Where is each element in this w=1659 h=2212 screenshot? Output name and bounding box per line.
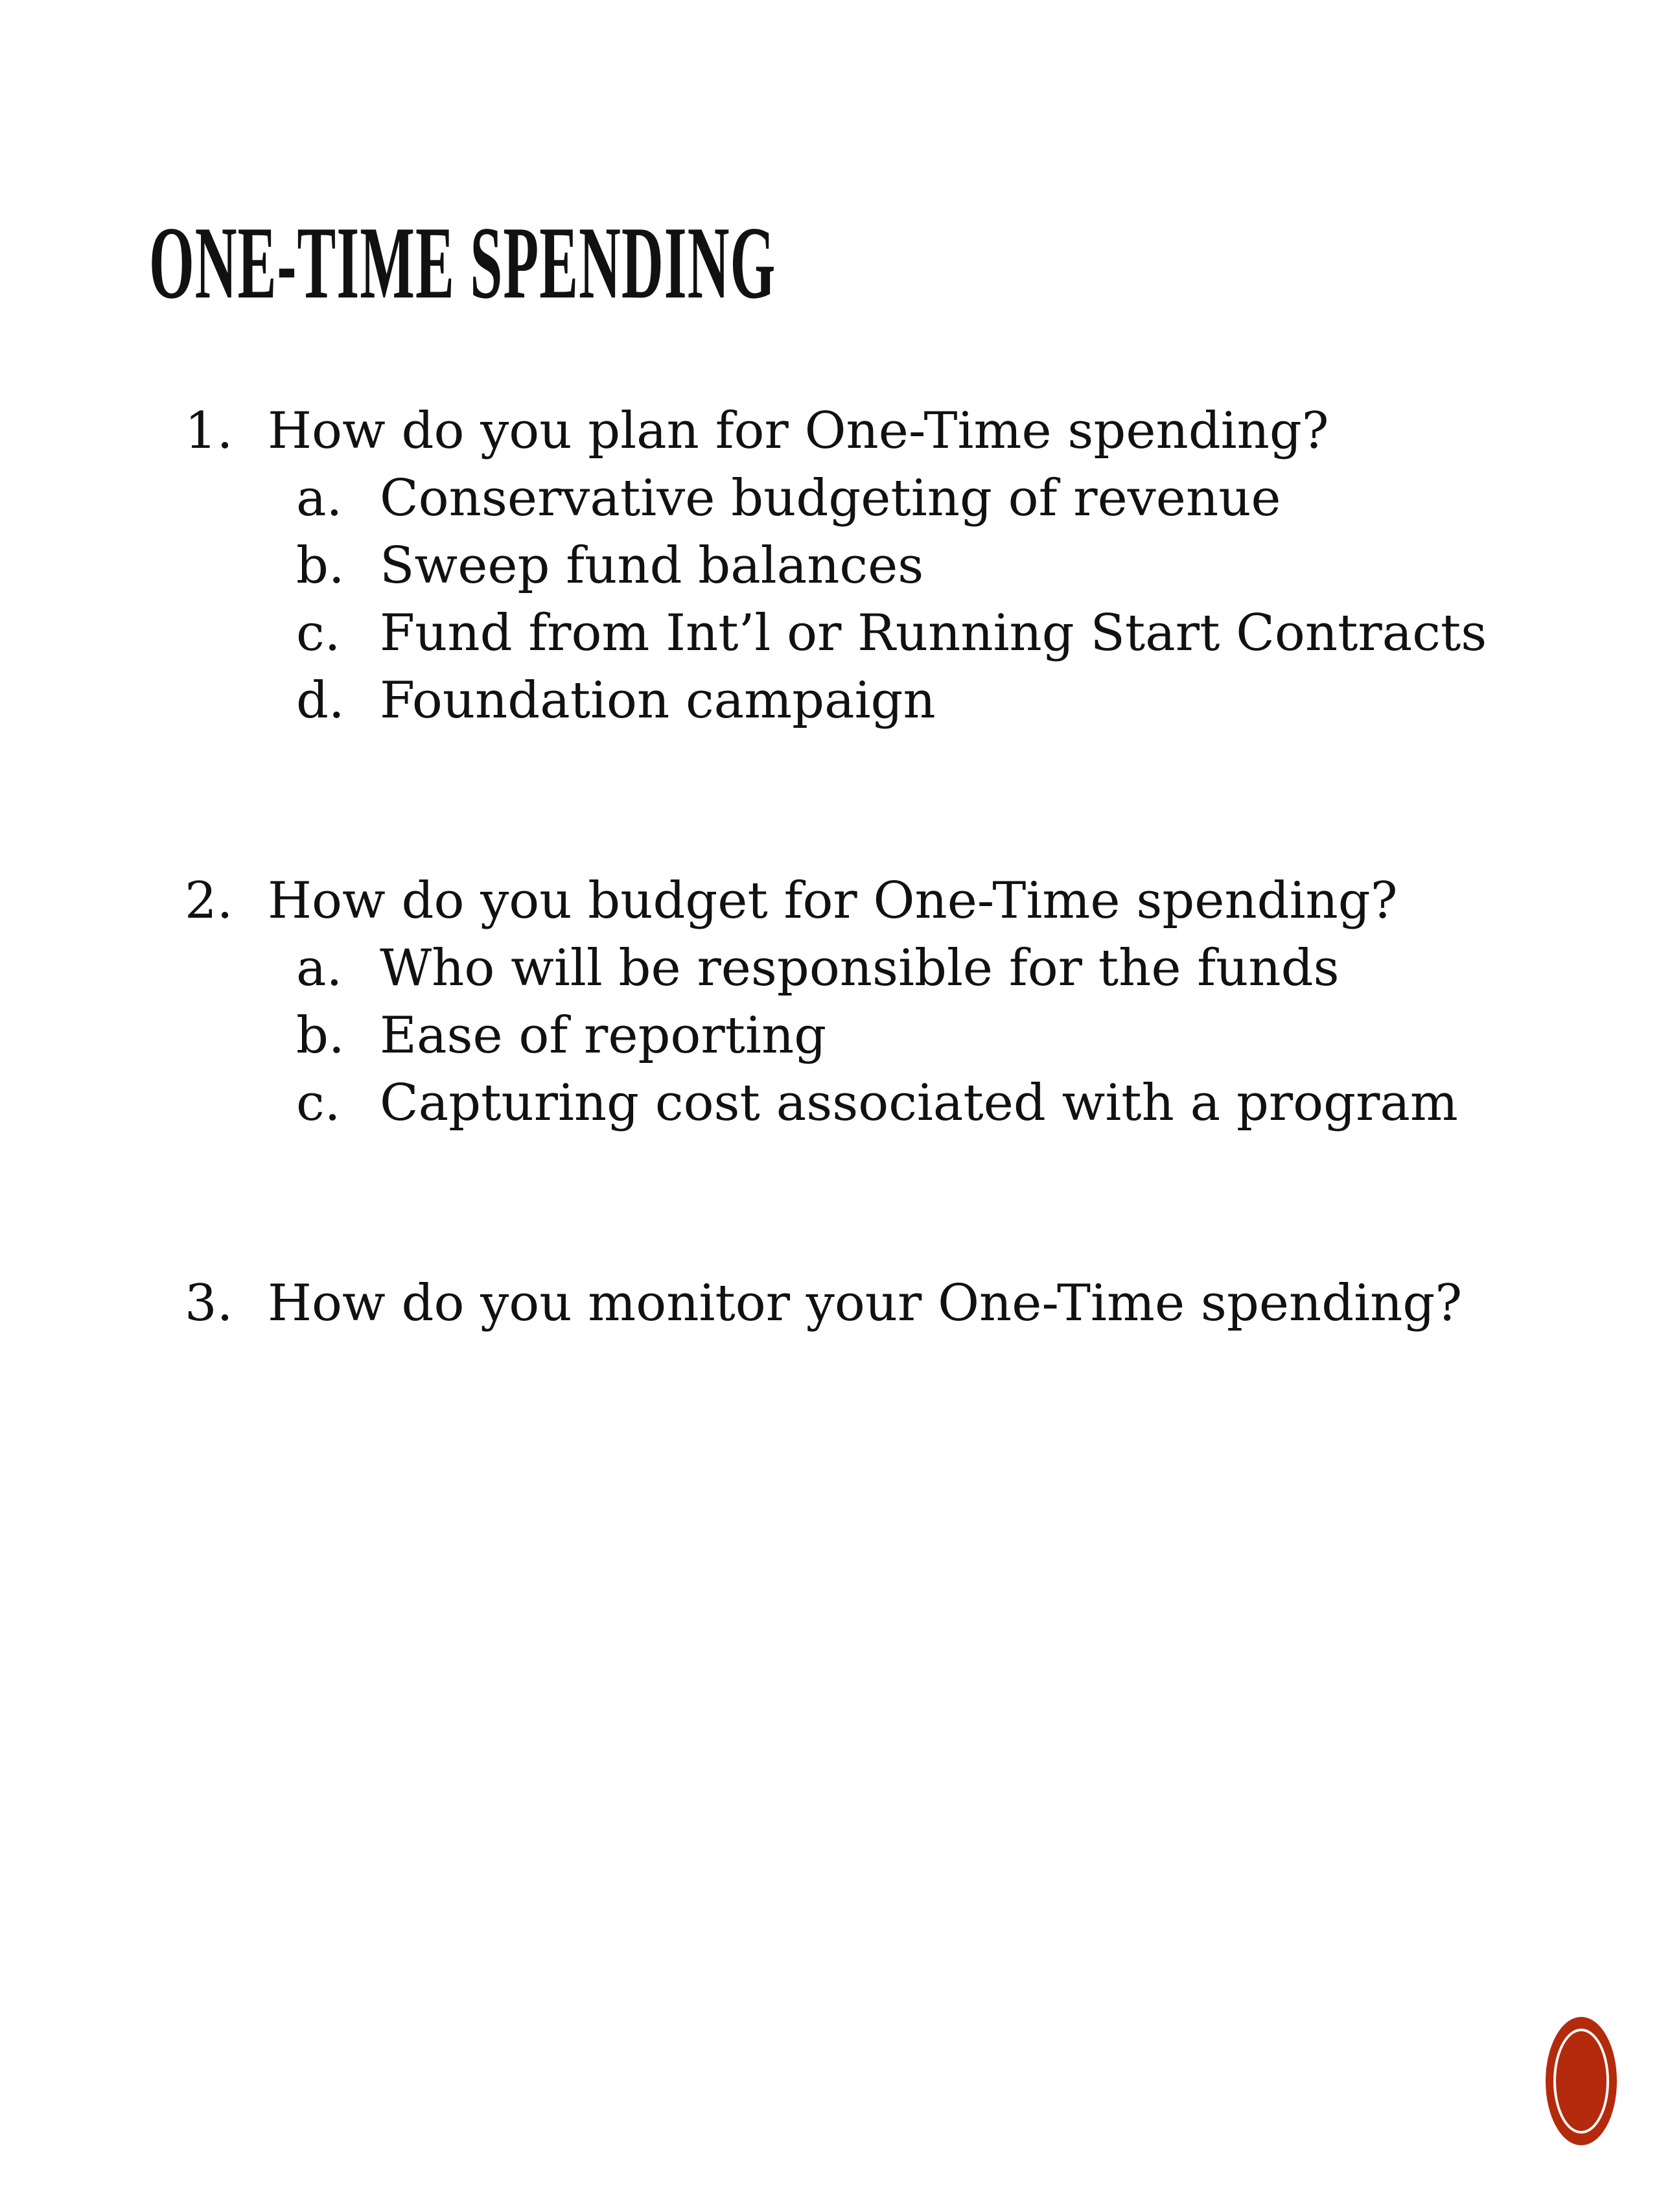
- slide-title: ONE-TIME SPENDING: [149, 205, 776, 320]
- sub-item-text: Conservative budgeting of revenue: [380, 469, 1281, 528]
- sub-item-text: Ease of reporting: [380, 1007, 827, 1065]
- sub-item-text: Who will be responsible for the funds: [380, 939, 1340, 997]
- sub-item-letter: a.: [296, 469, 343, 528]
- red-oval-badge-icon: [1546, 2017, 1617, 2145]
- sub-item-letter: c.: [296, 1074, 341, 1132]
- sub-item-letter: b.: [296, 1007, 345, 1065]
- question-number: 3.: [185, 1274, 233, 1333]
- question-text: How do you monitor your One-Time spending?: [268, 1274, 1463, 1333]
- sub-item-text: Fund from Int’l or Running Start Contracts: [380, 604, 1487, 662]
- question-text: How do you plan for One-Time spending?: [268, 402, 1329, 460]
- question-number: 1.: [185, 402, 233, 460]
- sub-item-text: Sweep fund balances: [380, 537, 924, 595]
- sub-item-text: Capturing cost associated with a program: [380, 1074, 1458, 1132]
- question-text: How do you budget for One-Time spending?: [268, 872, 1398, 930]
- sub-item-text: Foundation campaign: [380, 671, 936, 730]
- oval-ring: [1553, 2029, 1609, 2134]
- sub-item-letter: d.: [296, 671, 345, 730]
- sub-item-letter: a.: [296, 939, 343, 997]
- question-number: 2.: [185, 872, 233, 930]
- sub-item-letter: b.: [296, 537, 345, 595]
- sub-item-letter: c.: [296, 604, 341, 662]
